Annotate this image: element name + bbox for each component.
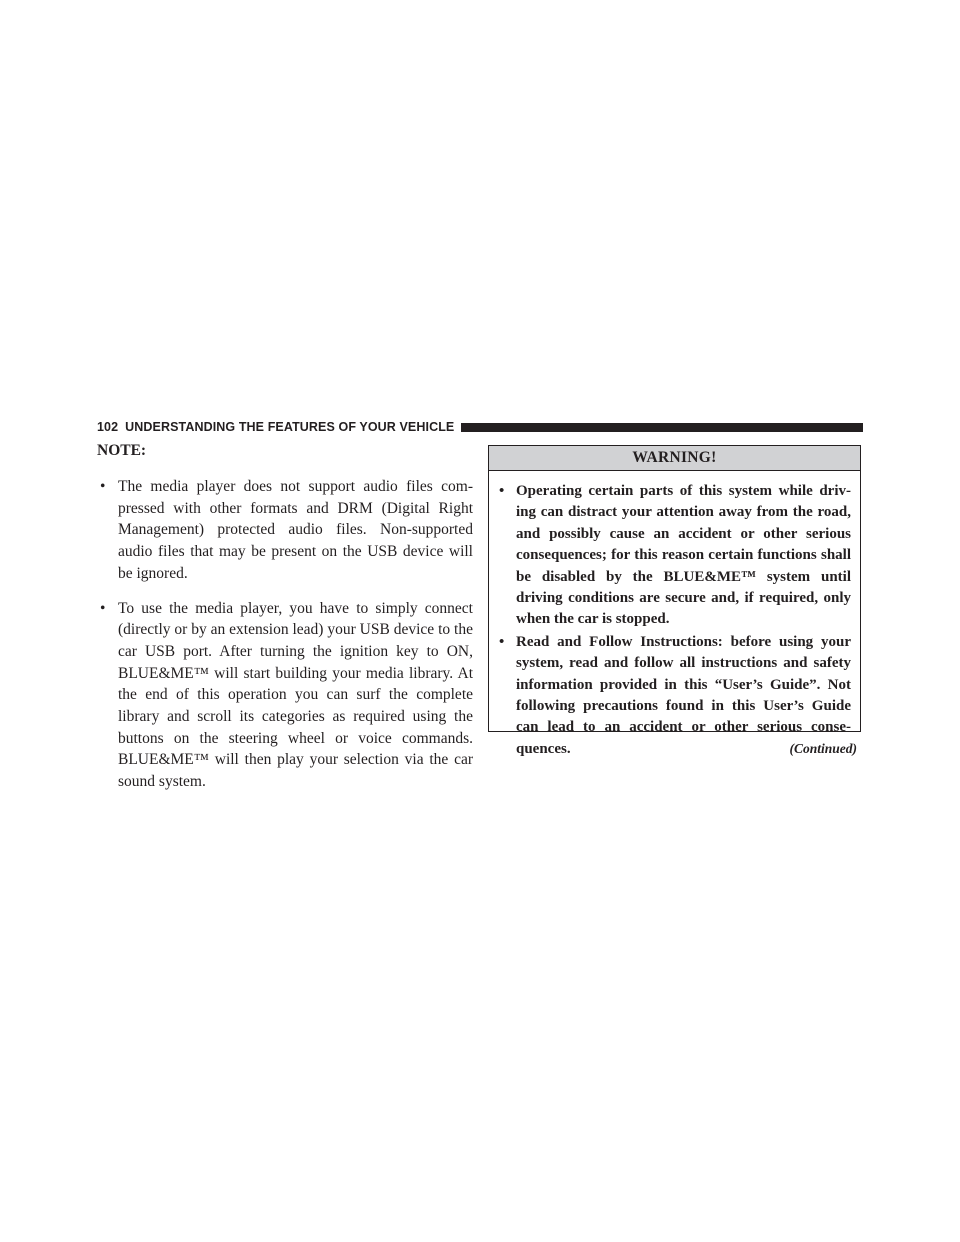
continued-label: (Continued) bbox=[789, 741, 857, 756]
note-bullet-unsupported-formats bbox=[97, 476, 473, 585]
note-label: NOTE: bbox=[97, 442, 147, 459]
note-bullet-usb-connect bbox=[97, 598, 473, 793]
note-bullet-text: The media player does not support audio files com-pressed with other formats and DRM (Digital Right Management) protected audio files. Non-supported audio files that may be present on the USB device will be ignored. bbox=[118, 478, 473, 582]
header-rule bbox=[461, 423, 863, 432]
bullet-icon: • bbox=[100, 478, 106, 495]
bullet-icon: • bbox=[499, 633, 505, 650]
warning-body bbox=[489, 471, 860, 760]
bullet-icon: • bbox=[100, 599, 106, 617]
warning-bullet-text: Read and Follow Instructions: before using your system, read and follow all instructions and safety information provided in this “User’s Guide”. Not following precautions found in this User’s Guide can lead to an accident or other serious conse-quences. bbox=[516, 633, 851, 757]
warning-bullet-text: Operating certain parts of this system while driv-ing can distract your attention away from the road, and possibly cause an accident or other serious consequences; for this reason certain functions shall be disabled by the BLUE&ME™ system until driving conditions are secure and, if required, only when the car is stopped. bbox=[516, 483, 851, 628]
page-header bbox=[97, 419, 863, 435]
note-bullet-text: To use the media player, you have to simply connect (directly or by an extension lead) your USB device to the car USB port. After turning the ignition key to ON, BLUE&ME™ will start building your media library. At the end of this operation you can surf the complete library and scroll its categories as required using the buttons on the steering wheel or voice commands. BLUE&ME™ will then play your selection via the car sound system. bbox=[118, 599, 473, 791]
warning-bullet-distraction bbox=[497, 481, 851, 631]
page-number: 102 bbox=[97, 420, 119, 434]
section-title: UNDERSTANDING THE FEATURES OF YOUR VEHICLE bbox=[125, 420, 455, 434]
warning-title: WARNING! bbox=[489, 446, 860, 471]
bullet-icon: • bbox=[499, 483, 505, 499]
note-column bbox=[97, 440, 473, 806]
